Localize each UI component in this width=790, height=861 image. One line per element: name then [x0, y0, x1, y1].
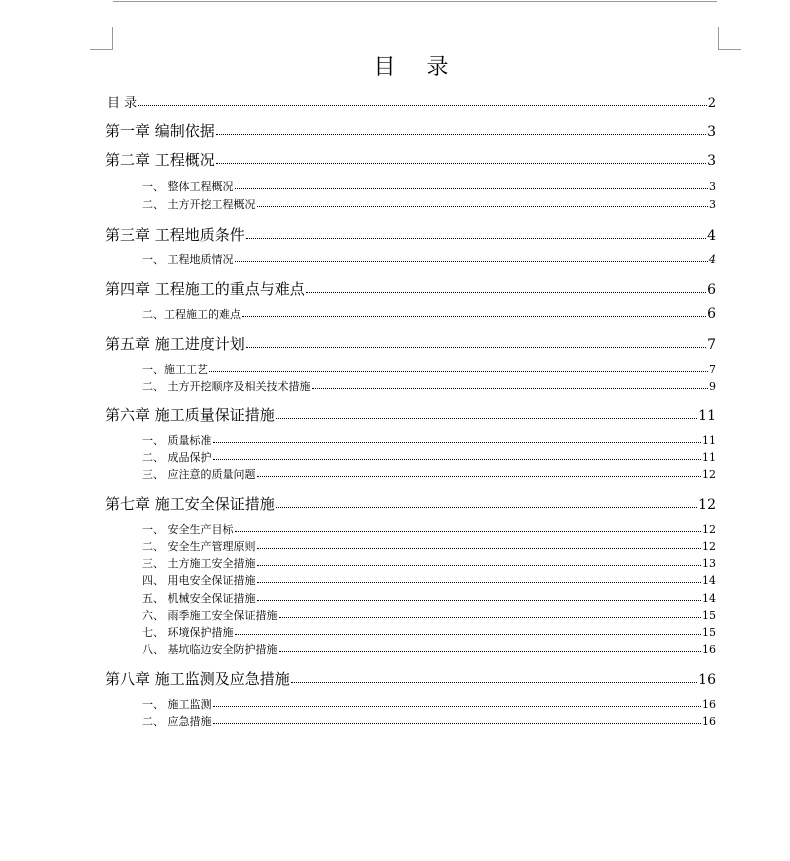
toc-leader-dots: [213, 459, 702, 460]
toc-entry-label: 第八章 施工监测及应急措施: [105, 670, 290, 688]
toc-leader-dots: [279, 651, 702, 652]
toc-leader-dots: [216, 134, 706, 135]
toc-page-number: 16: [698, 672, 716, 688]
toc-entry-label: 七、 环境保护措施: [142, 626, 234, 639]
toc-leader-dots: [235, 531, 702, 532]
toc-entry-label: 一、 整体工程概况: [142, 180, 234, 193]
toc-section-entry[interactable]: [142, 178, 716, 194]
toc-entry-label: 第二章 工程概况: [105, 151, 215, 169]
toc-chapter-entry[interactable]: [105, 404, 716, 425]
toc-entry-label: 一、 安全生产目标: [142, 523, 234, 536]
toc-leader-dots: [213, 442, 702, 443]
toc-entry-label: 第四章 工程施工的重点与难点: [105, 280, 305, 298]
toc-chapter-entry[interactable]: [105, 333, 716, 354]
toc-page-number: 12: [702, 540, 716, 553]
toc-entry-label: 二、 成品保护: [142, 451, 212, 464]
toc-leader-dots: [246, 238, 706, 239]
toc-chapter-entry[interactable]: [105, 120, 716, 141]
toc-page-number: 15: [702, 626, 716, 639]
toc-section-entry[interactable]: [142, 449, 716, 465]
toc-chapter-entry[interactable]: [105, 224, 716, 245]
toc-leader-dots: [138, 105, 707, 106]
toc-entry-label: 第五章 施工进度计划: [105, 335, 245, 353]
toc-section-entry[interactable]: [142, 590, 716, 606]
toc-page-number: 13: [702, 557, 716, 570]
toc-page-number: 16: [702, 643, 716, 656]
toc-leader-dots: [306, 292, 706, 293]
toc-page-number: 12: [698, 497, 716, 513]
toc-leader-dots: [235, 261, 709, 262]
toc-page-number: 7: [707, 337, 716, 353]
toc-page-number: 12: [702, 523, 716, 536]
toc-page-number: 14: [702, 592, 716, 605]
toc-leader-dots: [312, 388, 709, 389]
toc-leader-dots: [213, 706, 702, 707]
toc-leader-dots: [235, 634, 702, 635]
toc-section-entry[interactable]: [142, 572, 716, 588]
toc-page-number: 11: [702, 434, 716, 447]
toc-chapter-entry[interactable]: [105, 668, 716, 689]
toc-page-number: 16: [702, 715, 716, 728]
toc-entry-label: 第七章 施工安全保证措施: [105, 495, 275, 513]
toc-section-entry[interactable]: [142, 641, 716, 657]
toc-page-number: 4: [707, 228, 716, 244]
toc-entry-label: 一、 质量标准: [142, 434, 212, 447]
toc-entry-label: 五、 机械安全保证措施: [142, 592, 256, 605]
toc-entry-label: 三、 土方施工安全措施: [142, 557, 256, 570]
toc-leader-dots: [246, 347, 706, 348]
toc-page-number: 7: [709, 363, 716, 376]
toc-page-number: 12: [702, 468, 716, 481]
toc-section-entry[interactable]: [142, 432, 716, 448]
toc-page-number: 6: [707, 282, 716, 298]
toc-chapter-entry[interactable]: [105, 493, 716, 514]
toc-page-number: 14: [702, 574, 716, 587]
toc-entry-label: 二、工程施工的难点: [142, 308, 241, 321]
toc-leader-dots: [279, 617, 702, 618]
toc-chapter-entry[interactable]: [105, 278, 716, 299]
toc-contents-entry[interactable]: [107, 92, 716, 111]
toc-entry-label: 三、 应注意的质量问题: [142, 468, 256, 481]
toc-chapter-entry[interactable]: [105, 149, 716, 170]
toc-entry-label: 八、 基坑临边安全防护措施: [142, 643, 278, 656]
toc-entry-label: 二、 土方开挖顺序及相关技术措施: [142, 380, 311, 393]
toc-leader-dots: [209, 371, 708, 372]
toc-leader-dots: [257, 600, 702, 601]
toc-page-number: 16: [702, 698, 716, 711]
toc-page-number: 3: [709, 198, 716, 211]
toc-section-entry[interactable]: [142, 555, 716, 571]
toc-entry-label: 第六章 施工质量保证措施: [105, 406, 275, 424]
toc-leader-dots: [257, 206, 709, 207]
toc-leader-dots: [216, 163, 706, 164]
toc-page-number: 11: [698, 408, 716, 424]
toc-entry-label: 第一章 编制依据: [105, 122, 215, 140]
toc-section-entry[interactable]: [142, 361, 716, 377]
toc-entry-label: 一、 施工监测: [142, 698, 212, 711]
toc-page-number: 4: [709, 253, 716, 266]
toc-page-number: 6: [707, 306, 716, 322]
toc-section-entry[interactable]: [142, 696, 716, 712]
toc-page-number: 9: [709, 380, 716, 393]
toc-entry-label: 二、 土方开挖工程概况: [142, 198, 256, 211]
toc-leader-dots: [276, 418, 697, 419]
toc-entry-label: 六、 雨季施工安全保证措施: [142, 609, 278, 622]
toc-page-number: 3: [709, 180, 716, 193]
toc-section-entry[interactable]: [142, 607, 716, 623]
toc-section-entry[interactable]: [142, 378, 716, 394]
toc-leader-dots: [235, 188, 709, 189]
toc-entry-label: 四、 用电安全保证措施: [142, 574, 256, 587]
toc-section-entry[interactable]: [142, 713, 716, 729]
toc-leader-dots: [257, 582, 702, 583]
toc-page-number: 3: [707, 153, 716, 169]
toc-section-entry[interactable]: [142, 521, 716, 537]
toc-entry-label: 一、 工程地质情况: [142, 253, 234, 266]
toc-entry-label: 二、 应急措施: [142, 715, 212, 728]
toc-page-number: 2: [707, 96, 716, 111]
toc-leader-dots: [257, 548, 702, 549]
toc-leader-dots: [242, 316, 706, 317]
toc-leader-dots: [213, 723, 702, 724]
toc-section-entry[interactable]: [142, 251, 716, 267]
toc-section-entry[interactable]: [142, 306, 716, 322]
toc-section-entry[interactable]: [142, 196, 716, 212]
page-title: 目 录: [373, 55, 461, 80]
toc-page-number: 3: [707, 124, 716, 140]
toc-section-entry[interactable]: [142, 624, 716, 640]
toc-page-number: 15: [702, 609, 716, 622]
toc-entry-label: 目 录: [107, 96, 138, 111]
toc-entry-label: 一、施工工艺: [142, 363, 208, 376]
toc-section-entry[interactable]: [142, 538, 716, 554]
toc-page-number: 11: [702, 451, 716, 464]
toc-leader-dots: [257, 476, 702, 477]
toc-entry-label: 二、 安全生产管理原则: [142, 540, 256, 553]
toc-leader-dots: [257, 565, 702, 566]
toc-entry-label: 第三章 工程地质条件: [105, 226, 245, 244]
toc-leader-dots: [276, 507, 697, 508]
toc-section-entry[interactable]: [142, 466, 716, 482]
toc-leader-dots: [291, 682, 697, 683]
